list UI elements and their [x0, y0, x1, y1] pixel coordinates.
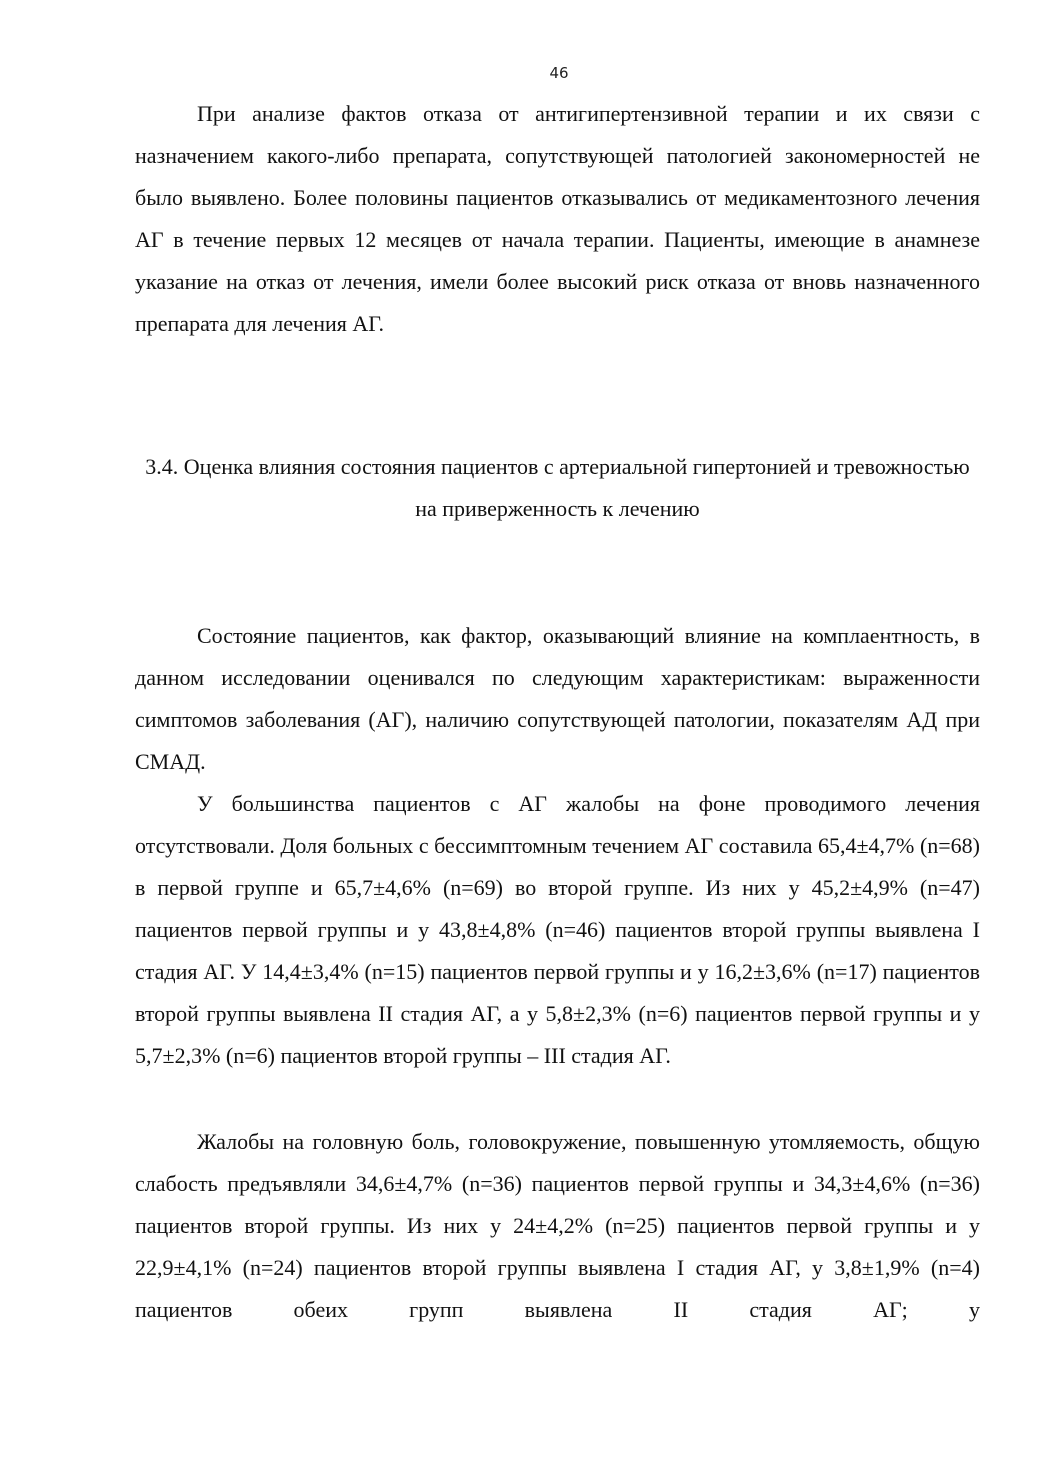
- paragraph-complaints: Жалобы на головную боль, головокружение, повышенную утомляемость, общую слабость предъявляли 34,6±4,7% (n=36) пациентов первой группы и 34,3±4,6% (n=36) пациентов второй группы. Из них у 24±4,2% (n=25) пациентов первой группы и у 22,9±4,1% (n=24) пациентов второй группы выявлена I стадия АГ, у 3,8±1,9% (n=4) пациентов обеих групп выявлена II стадия АГ; у: [135, 1129, 980, 1322]
- paragraph-asymptomatic: У большинства пациентов с АГ жалобы на фоне проводимого лечения отсутствовали. Доля больных с бессимптомным течением АГ составила 65,4±4,7% (n=68) в первой группе и 65,7±4,6% (n=69) во второй группе. Из них у 45,2±4,9% (n=47) пациентов первой группы и у 43,8±4,8% (n=46) пациентов второй группы выявлена I стадия АГ. У 14,4±3,4% (n=15) пациентов первой группы и у 16,2±3,6% (n=17) пациентов второй группы выявлена II стадия АГ, а у 5,8±2,3% (n=6) пациентов первой группы и у 5,7±2,3% (n=6) пациентов второй группы – III стадия АГ.: [135, 791, 980, 1068]
- page-number: 46: [549, 64, 569, 82]
- section-heading: 3.4. Оценка влияния состояния пациентов с артериальной гипертонией и тревожностью на приверженность к лечению: [145, 454, 970, 521]
- paragraph-patient-state: Состояние пациентов, как фактор, оказывающий влияние на комплаентность, в данном исследовании оценивался по следующим характеристикам: выраженности симптомов заболевания (АГ), наличию сопутствующей патологии, показателям АД при СМАД.: [135, 623, 980, 774]
- paragraph-refusal-analysis: При анализе фактов отказа от антигипертензивной терапии и их связи с назначением какого-либо препарата, сопутствующей патологией закономерностей не было выявлено. Более половины пациентов отказывались от медикаментозного лечения АГ в течение первых 12 месяцев от начала терапии. Пациенты, имеющие в анамнезе указание на отказ от лечения, имели более высокий риск отказа от вновь назначенного препарата для лечения АГ.: [135, 101, 980, 336]
